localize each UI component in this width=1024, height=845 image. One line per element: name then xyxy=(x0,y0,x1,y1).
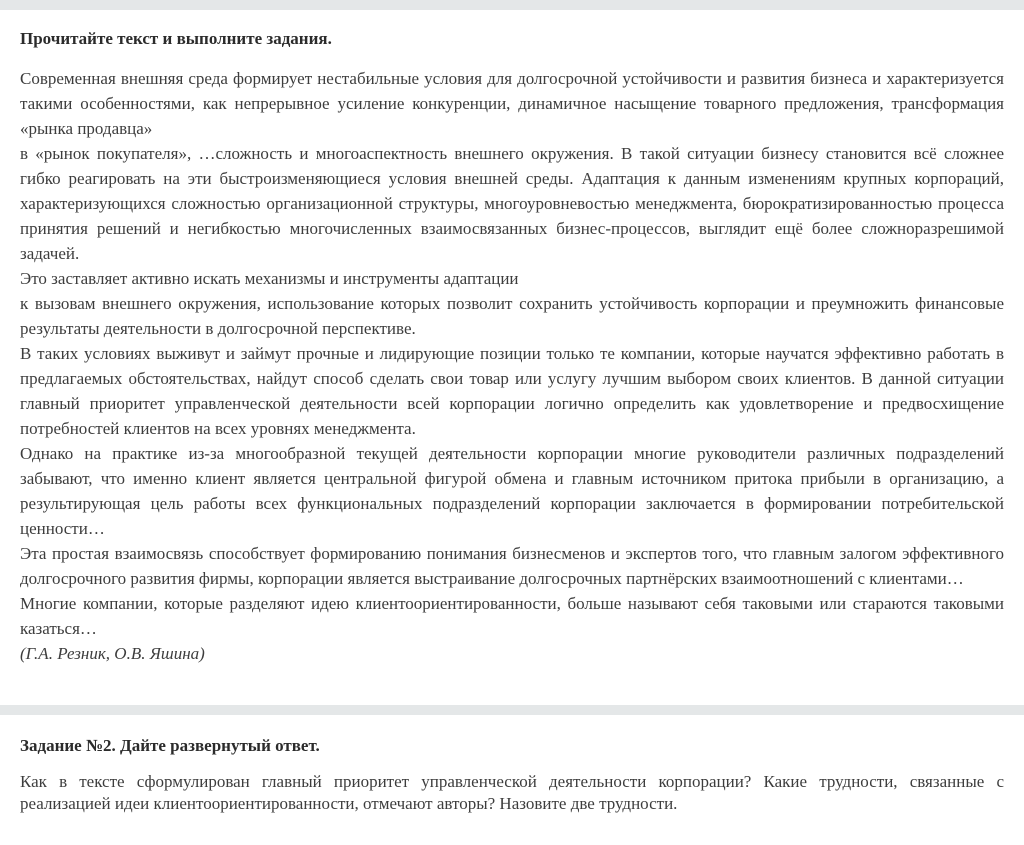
top-divider-band xyxy=(0,0,1024,10)
reading-section xyxy=(0,10,1024,698)
text-paragraph: Многие компании, которые разделяют идею клиентоориентированности, больше называют себя таковыми или стараются таковыми казаться… xyxy=(20,594,1004,638)
text-paragraph: Это заставляет активно искать механизмы и инструменты адаптации xyxy=(20,269,519,288)
section-divider-band xyxy=(0,705,1024,715)
text-paragraph: В таких условиях выживут и займут прочные и лидирующие позиции только те компании, которые научатся эффективно работать в предлагаемых обстоятельствах, найдут способ сделать свои товар или услугу лучшим выбором своих клиентов. В данной ситуации главный приоритет управленческой деятельности всей корпорации логично определить как удовлетворение и предвосхищение потребностей клиентов на всех уровнях менеджмента. xyxy=(20,344,1004,438)
reading-text xyxy=(20,66,1004,641)
reading-instruction-heading: Прочитайте текст и выполните задания. xyxy=(20,29,332,48)
text-paragraph: в «рынок покупателя», …сложность и многоаспектность внешнего окружения. В такой ситуации бизнесу становится всё сложнее гибко реагировать на эти быстроизменяющиеся условия внешней среды. Адаптация к данным изменениям крупных корпораций, характеризующихся сложностью организационной структуры, многоуровневостью менеджмента, бюрократизированностью процесса принятия решений и негибкостью многочисленных взаимосвязанных бизнес-процессов, выглядит ещё более сложноразрешимой задачей. xyxy=(20,144,1004,263)
text-paragraph: Современная внешняя среда формирует нестабильные условия для долгосрочной устойчивости и развития бизнеса и характеризуется такими особенностями, как непрерывное усиление конкуренции, динамичное насыщение товарного предложения, трансформация «рынка продавца» xyxy=(20,69,1004,138)
task-heading: Задание №2. Дайте развернутый ответ. xyxy=(20,736,320,755)
task-section xyxy=(0,715,1024,815)
text-paragraph: к вызовам внешнего окружения, использование которых позволит сохранить устойчивость корпорации и преумножить финансовые результаты деятельности в долгосрочной перспективе. xyxy=(20,294,1004,338)
task-question: Как в тексте сформулирован главный приоритет управленческой деятельности корпорации? Какие трудности, связанные с реализацией идеи клиентоориентированности, отмечают авторы? Назовите две трудности. xyxy=(20,772,1004,813)
text-author: (Г.А. Резник, О.В. Яшина) xyxy=(20,644,205,663)
text-paragraph: Однако на практике из-за многообразной текущей деятельности корпорации многие руководители различных подразделений забывают, что именно клиент является центральной фигурой обмена и главным источником притока прибыли в организацию, а результирующая цель работы всех функциональных подразделений корпорации заключается в формировании потребительской ценности… xyxy=(20,444,1004,538)
text-paragraph: Эта простая взаимосвязь способствует формированию понимания бизнесменов и экспертов того, что главным залогом эффективного долгосрочного развития фирмы, корпорации является выстраивание долгосрочных партнёрских взаимоотношений с клиентами… xyxy=(20,544,1004,588)
